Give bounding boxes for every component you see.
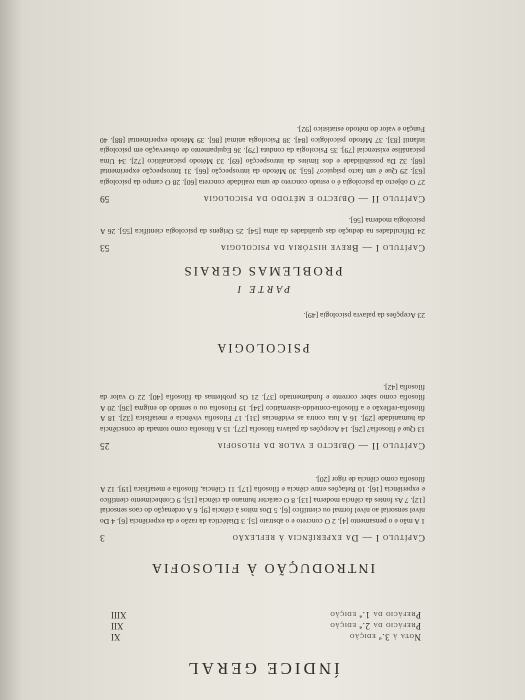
part-one-label: PARTE I xyxy=(234,283,291,294)
section-psychology-title: PSICOLOGIA xyxy=(215,341,310,355)
chapter-page: 59 xyxy=(100,193,110,203)
prelim-page: XII xyxy=(111,621,124,631)
intro-chapter-2-summary: 13 Que é filosofia? [26]. 14 Acepções da palavra filosofia [27]. 15 A filosofia como tomada de consciência da humanidade [29]. 16 A luta contra as evidências [31]. 17 Filosofia vivência e metafísica [32]. 18 A filosofia-reflexão e a filosofia-conteúdo-sistemático [34]. 19 Filosofia ou o sentido do enigma [36]. 20 A filosofia como saber corrente e fundamentado [37]. 21 Os problemas da filosofia [40]. 22 O valor da filosofia [42]. xyxy=(100,382,425,434)
chapter-page: 53 xyxy=(100,242,110,252)
prelim-item xyxy=(111,631,421,642)
psychology-intro-entry: 23 Acepções da palavra psicologia [49]. xyxy=(303,311,425,320)
prelim-page: XI xyxy=(111,632,121,642)
part-one-name: PROBLEMAS GERAIS xyxy=(182,264,343,279)
chapter-page: 3 xyxy=(100,532,105,542)
intro-chapter-2-heading xyxy=(100,440,425,450)
part-intro-title: INTRODUÇÃO À FILOSOFIA xyxy=(149,560,376,575)
prelim-item xyxy=(111,609,421,620)
prelim-label: Prefácio da 2.ª edição xyxy=(329,621,421,631)
index-title: ÍNDICE GERAL xyxy=(185,659,340,678)
chapter-label: Capítulo II — Objecto e valor da filosofia xyxy=(216,440,425,450)
psych-chapter-2-heading xyxy=(100,193,425,203)
intro-chapter-1-heading xyxy=(100,532,425,542)
prelim-page: XIII xyxy=(111,610,127,620)
chapter-label: Capítulo II — Objecto e método da psicologia xyxy=(202,193,425,203)
prelim-list xyxy=(111,609,421,642)
psych-chapter-1-heading xyxy=(100,242,425,252)
psych-chapter-2-summary: 27 O objecto da psicologia é o estudo concreto de uma realidade concreta [60]. 28 O campo da psicologia [63]. 29 Que é um facto psíquico? [65]. 30 Método da introspecção [66]. 31 Introspecção experimental [68]. 32 Da possibilidade e dos limites da introspecção [69]. 33 Método psicanalítico [72]. 34 Uma psicanálise existencial [79]. 35 Psicologia da conduta [79]. 36 Equipamento de observação em psicologia infantil [83]. 37 Método psicológico [84]. 38 Psicologia animal [86]. 39 Método experimental [88]. 40 Função e valor do método estatístico [92]. xyxy=(100,125,425,187)
psych-chapter-1-summary: 24 Dificuldades na dedução das qualidades da alma [54]. 25 Origens da psicologia científica [55]. 26 A psicologia moderna [56]. xyxy=(100,216,425,236)
chapter-label: Capítulo I — Breve história da psicologia xyxy=(220,242,425,252)
intro-chapter-1-summary: 1 A mão e o pensamento [4]. 2 O concreto e o abstrato [5]. 3 Dialéctica da razão e da experiência [6]. 4 Do nível sensorial ao nível formal ou científico [6]. 5 Dos mitos à ciência [9]. 6 A ordenação do caos sensorial [12]. 7 As fontes da ciência moderna [13]. 8 O carácter humano da ciência [15]. 9 Conhecimento científico e experiência [16]. 10 Relações entre ciência e filosofia [17]. 11 Ciência, filosofia e metafísica [19]. 12 A filosofia como ciência de rigor [20]. xyxy=(100,474,425,526)
chapter-page: 25 xyxy=(100,440,110,450)
chapter-label: Capítulo I — Da experiência à reflexão xyxy=(231,532,425,542)
prelim-item xyxy=(111,620,421,631)
prelim-label: Prefácio da 1.ª edição xyxy=(329,610,421,620)
prelim-label: Nota à 3.ª edição xyxy=(349,632,421,642)
